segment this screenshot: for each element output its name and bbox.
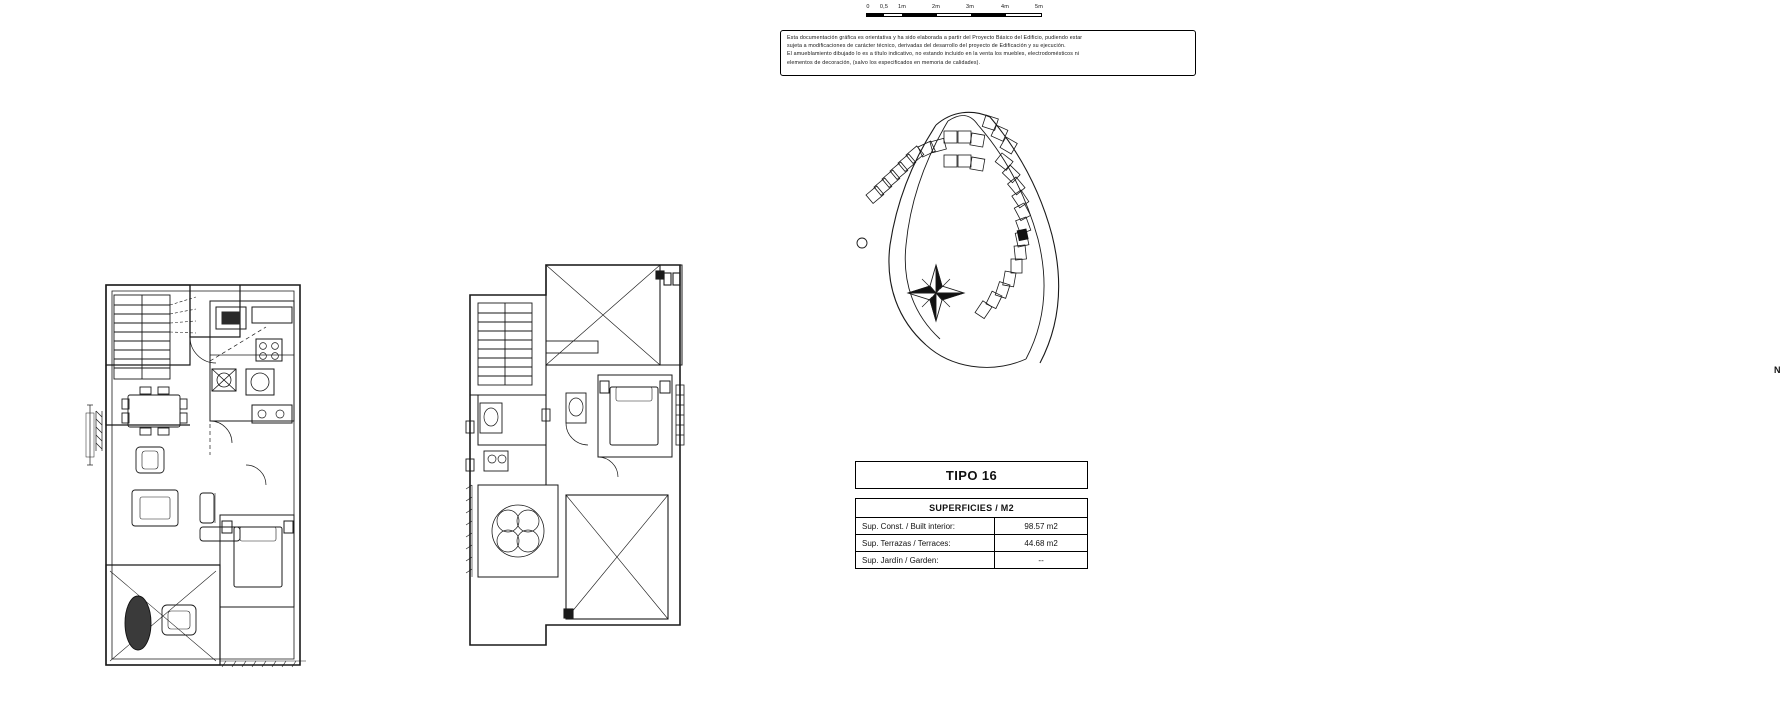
disclaimer-line-2: sujeta a modificaciones de carácter técnico, derivadas del desarrollo del proyecto de Edificación y su ejecución. xyxy=(787,43,1066,50)
surfaces-table xyxy=(855,498,1088,569)
site-location-plan xyxy=(840,95,1781,395)
row-label-built: Sup. Const. / Built interior: xyxy=(856,518,995,535)
disclaimer-line-4: elementos de decoración, (salvo los especificados en memoria de calidades). xyxy=(787,59,981,66)
row-label-garden: Sup. Jardín / Garden: xyxy=(856,552,995,569)
row-value-terraces: 44.68 m2 xyxy=(995,535,1088,552)
unit-type-box xyxy=(855,461,1088,489)
floor-plan-first-floor xyxy=(450,245,750,665)
surfaces-table-header: SUPERFICIES / M2 xyxy=(856,499,1088,518)
row-label-terraces: Sup. Terrazas / Terraces: xyxy=(856,535,995,552)
row-value-built: 98.57 m2 xyxy=(995,518,1088,535)
table-row xyxy=(856,518,1088,535)
compass-north-label: N xyxy=(1774,365,1781,375)
scale-tick-2m: 2m xyxy=(931,4,941,10)
scale-tick-0: 0 xyxy=(866,4,870,10)
scale-bar-labels xyxy=(866,4,1046,12)
floor-plan-ground-floor xyxy=(70,265,390,685)
scale-bar-graphic xyxy=(866,13,1042,17)
disclaimer-line-1: Esta documentación gráfica es orientativa y ha sido elaborada a partir del Proyecto Básico del Edificio, pudiendo estar xyxy=(787,35,1083,41)
scale-tick-3m: 3m xyxy=(965,4,975,10)
disclaimer-line-3: El amueblamiento dibujado lo es a título indicativo, no estando incluido en la venta los muebles, electrodomésticos ni xyxy=(787,51,1080,58)
table-row xyxy=(856,535,1088,552)
unit-type-label: TIPO 16 xyxy=(945,467,998,483)
disclaimer-note xyxy=(780,30,1196,76)
compass-rose xyxy=(908,265,964,321)
scale-tick-5m: 5m xyxy=(1034,4,1044,10)
scale-tick-1m: 1m xyxy=(897,4,907,10)
scale-tick-4m: 4m xyxy=(1000,4,1010,10)
row-value-garden: -- xyxy=(1038,555,1044,565)
scale-tick-0-5: 0,5 xyxy=(879,4,889,10)
table-row xyxy=(856,552,1088,569)
scale-bar xyxy=(866,4,1046,24)
